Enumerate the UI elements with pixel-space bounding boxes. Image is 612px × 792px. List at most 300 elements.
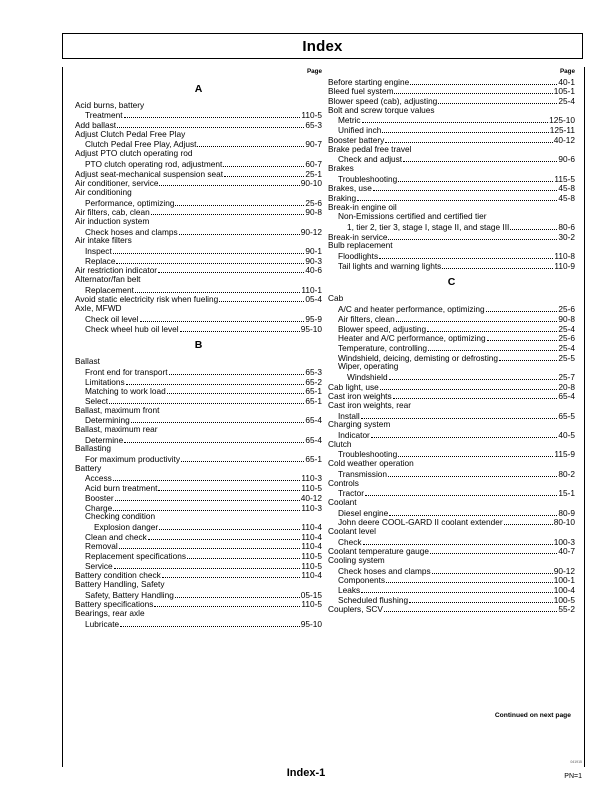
index-entry-page: 80-10 [553,517,575,528]
index-entry[interactable] [75,590,322,600]
index-entry-text: Bulb replacement [328,240,393,251]
index-entry-page: 65-1 [305,395,322,406]
index-entry[interactable] [328,488,575,498]
index-entry-text: Acid burn treatment [85,483,158,494]
index-entry-text: Bolt and screw torque values [328,104,435,115]
index-entry[interactable] [328,343,575,353]
index-entry[interactable] [75,314,322,324]
index-entry-page: 65-3 [305,120,322,131]
index-entry-text: Safety, Battery Handling [85,589,174,600]
index-entry-text: Ballast, maximum rear [75,424,158,434]
index-entry-page: 110-5 [301,110,322,121]
dot-leader [117,120,304,128]
page-column-label: Page [306,68,322,75]
footer-pn: PN=1 [564,773,582,780]
index-entry-page: 110-4 [301,570,322,581]
section-letter: A [194,82,203,95]
index-entry-text: Coolant temperature gauge [328,546,430,557]
index-entry[interactable] [328,261,575,271]
dot-leader [504,517,553,525]
index-entry-text: Cast iron weights [328,391,392,402]
dot-leader [386,575,553,583]
index-entry-page: 15-1 [558,488,575,499]
index-entry[interactable] [328,566,575,576]
index-entry-text: Air conditioner, service [75,178,159,189]
index-entry-text: Heater and A/C performance, optimizing [338,333,486,344]
footer-page-number: Index-1 [286,767,326,779]
section-letter: C [447,276,456,289]
index-entry-page: 105-1 [553,86,575,97]
index-entry[interactable] [75,493,322,503]
page-title: Index [302,37,343,55]
index-entry-page: 90-10 [300,178,322,189]
index-entry-text: Troubleshooting [338,173,398,184]
index-column-left [75,67,322,628]
index-entry[interactable] [75,483,322,493]
index-entry-page: 90-8 [305,207,322,218]
index-entry-text: Wiper, operating [338,361,399,372]
index-entry-page: 125-11 [549,125,575,136]
dot-leader [357,193,557,201]
index-entry [328,527,575,537]
index-entry[interactable] [75,198,322,208]
index-entry-text: Bleed fuel system [328,86,394,97]
index-entry-text: Axle, MFWD [75,303,122,314]
index-entry-text: Charge [85,502,113,513]
index-entry-text: Coolant [328,496,357,507]
dot-leader [113,503,300,511]
index-entry-text: Cooling system [328,555,385,565]
index-entry-page: 25-7 [558,371,575,382]
index-entry-page: 110-4 [301,541,322,552]
index-entry-text: Battery [75,462,102,473]
index-entry[interactable] [75,541,322,551]
index-entry-text: Add ballast [75,120,117,131]
dot-leader [409,595,553,603]
index-entry-text: Cold weather operation [328,458,414,469]
index-entry-text: Leaks [338,585,361,596]
index-entry[interactable] [328,314,575,324]
index-entry-text: PTO clutch operating rod, adjustment [85,158,223,169]
index-entry[interactable] [75,386,322,396]
index-entry-page: 65-1 [305,454,322,465]
dot-leader [167,386,305,394]
index-entry-page: 65-5 [558,410,575,421]
dot-leader [113,473,301,481]
dot-leader [388,232,557,240]
dot-leader [362,115,549,123]
dot-leader [159,522,300,530]
index-entry[interactable] [75,561,322,571]
index-entry-text: Tail lights and warning lights [338,260,442,271]
dot-leader [388,469,557,477]
index-entry-page: 90-1 [305,246,322,256]
index-entry-page: 60-7 [305,158,322,169]
dot-leader [162,570,301,578]
index-entry-text: Coolant level [328,525,376,536]
index-entry [75,464,322,474]
index-entry-text: Checking condition [85,511,156,522]
index-entry-text: Adjust Clutch Pedal Free Play [75,128,186,139]
index-entry-text: Ballast [75,356,100,367]
index-entry-page: 90-3 [305,255,322,266]
index-entry-text: Blower speed (cab), adjusting [328,96,438,107]
index-entry [75,236,322,246]
dot-leader [219,294,304,302]
dot-leader [140,314,305,322]
index-entry-page: 25-6 [558,333,575,344]
index-entry-page: 20-8 [558,381,575,392]
index-entry-text: Metric [338,115,361,126]
index-entry-text: Check oil level [85,313,139,324]
dot-leader [109,396,304,404]
index-entry-text: Lubricate [85,618,120,629]
index-entry-page: 55-2 [558,604,575,615]
index-entry-text: 1, tier 2, tier 3, stage I, stage II, and stage III [347,222,510,232]
index-entry[interactable] [328,372,575,382]
index-entry[interactable] [328,604,575,614]
index-entry-text: Check and adjust [338,154,403,165]
index-entry-text: Charging system [328,419,391,430]
index-entry-text: A/C and heater performance, optimizing [338,304,485,315]
index-entry-page: 65-2 [305,376,322,387]
dot-leader [223,159,304,167]
dot-leader [361,411,558,419]
index-entry-text: Clean and check [85,531,147,542]
index-entry [75,217,322,227]
index-entry-text: Floodlights [338,251,379,262]
index-entry[interactable] [75,159,322,169]
dot-leader [398,449,553,457]
index-entry-text: Adjust PTO clutch operating rod [75,148,193,159]
index-entry[interactable] [75,454,322,464]
dot-leader [403,154,557,162]
index-entry-text: Battery specifications [75,599,154,610]
index-entry [328,362,575,372]
index-entry [75,444,322,454]
dot-leader [181,454,304,462]
index-entry[interactable] [75,169,322,179]
index-entry-text: Battery condition check [75,570,161,581]
index-entry-text: Clutch [328,438,352,449]
dot-leader [373,183,558,191]
index-entry-text: Limitations [85,376,125,387]
index-entry-text: Cast iron weights, rear [328,400,412,410]
index-entry-text: Service [85,560,113,571]
index-entry-page: 110-4 [301,531,322,542]
dot-leader [114,561,301,569]
index-entry[interactable] [328,469,575,479]
index-entry[interactable] [328,508,575,518]
index-entry-page: 90-7 [305,139,322,150]
index-entry[interactable] [328,183,575,193]
index-entry-page: 90-6 [558,154,575,165]
index-entry-page: 05-15 [300,589,322,600]
index-entry-text: Inspect [85,246,112,256]
index-entry-page: 40-12 [300,492,322,503]
index-header [62,33,583,59]
index-entry[interactable] [328,77,575,87]
index-entry [75,357,322,367]
dot-leader [393,391,558,399]
index-entry-text: Replacement [85,284,134,295]
dot-leader [116,256,304,264]
dot-leader [158,483,300,491]
index-entry-text: Brakes, use [328,183,372,194]
index-entry-text: For maximum productivity [85,454,180,465]
index-entry-text: Air induction system [75,215,150,226]
index-entry-page: 110-9 [554,260,575,271]
index-entry-text: Tractor [338,488,364,499]
index-entry [328,401,575,411]
index-entry[interactable] [328,251,575,261]
index-entry-page: 45-8 [558,183,575,194]
index-entry [328,498,575,508]
index-entry [75,101,322,111]
index-entry-page: 30-2 [558,231,575,242]
index-entry-text: Acid burns, battery [75,99,145,110]
index-entry-text: Ballast, maximum front [75,404,160,415]
index-entry-text: Ballasting [75,443,111,454]
index-entry-page: 100-1 [553,575,575,586]
index-entry[interactable] [328,324,575,334]
index-entry-text: Troubleshooting [338,449,398,460]
index-entry [328,212,575,222]
index-entry-text: Air restriction indicator [75,265,158,276]
index-entry-text: Access [85,473,112,484]
index-entry-text: Cab [328,293,344,304]
index-entry [328,145,575,155]
index-entry-text: Determine [85,434,124,445]
index-entry [328,164,575,174]
index-entry-page: 25-6 [305,197,322,208]
index-entry-text: Front end for transport [85,366,168,377]
dot-leader [154,599,300,607]
index-entry [75,304,322,314]
index-entry-text: Explosion danger [94,521,159,532]
index-entry-page: 25-6 [558,304,575,315]
index-entry-page: 05-4 [305,294,322,305]
dot-leader [148,532,301,540]
index-entry-text: Couplers, SCV [328,604,383,615]
index-entry-page: 25-5 [558,352,575,363]
dot-leader [113,246,305,254]
index-entry-text: John deere COOL-GARD II coolant extender [338,517,503,528]
index-entry-page: 110-4 [301,521,322,532]
dot-leader [187,551,300,559]
index-entry-page: 65-3 [305,366,322,377]
index-entry-page: 95-10 [300,323,322,334]
index-entry [328,479,575,489]
index-entry-page: 45-8 [558,192,575,203]
index-entry[interactable] [328,430,575,440]
index-entry-text: Brake pedal free travel [328,143,412,154]
index-entry [75,188,322,198]
index-entry[interactable] [328,585,575,595]
dot-leader [432,566,553,574]
dot-leader [363,537,553,545]
dot-leader [197,139,304,147]
index-entry[interactable] [75,246,322,256]
index-entry-text: Booster battery [328,134,385,145]
index-entry-text: Air conditioning [75,186,132,197]
index-entry-page: 65-4 [305,415,322,426]
index-entry[interactable] [75,324,322,334]
index-frame [62,67,585,767]
index-entry-text: Windshield [347,371,388,382]
dot-leader [179,227,300,235]
index-entry [328,440,575,450]
index-entry-text: Air filters, clean [338,313,395,324]
index-entry-page: 90-8 [558,313,575,324]
dot-leader [224,169,304,177]
index-entry-page: 115-5 [554,173,575,184]
index-entry [328,106,575,116]
dot-leader [396,314,558,322]
index-entry [75,149,322,159]
dot-leader [124,110,301,118]
dot-leader [180,324,300,332]
index-entry-text: Clutch Pedal Free Play, Adjust [85,139,197,150]
index-entry [75,130,322,140]
index-entry-page: 80-9 [558,507,575,518]
index-entry[interactable] [75,619,322,629]
index-entry-text: Braking [328,192,357,203]
index-entry-page: 25-1 [305,168,322,179]
index-entry-text: Treatment [85,110,123,121]
index-entry-text: Controls [328,477,359,488]
index-entry-page: 40-12 [553,134,575,145]
index-entry-text: Replacement specifications [85,550,186,561]
index-entry-page: 40-6 [305,265,322,276]
footer-code: 041915 [570,760,582,764]
index-entry[interactable] [328,595,575,605]
index-entry-page: 95-9 [305,313,322,324]
index-entry-page: 40-5 [558,430,575,441]
index-entry [328,556,575,566]
index-entry [75,275,322,285]
index-entry-page: 25-4 [558,96,575,107]
index-entry-text: Break-in service [328,231,388,242]
index-entry[interactable] [75,377,322,387]
dot-leader [510,222,557,230]
index-entry-text: Brakes [328,162,354,173]
index-entry[interactable] [75,110,322,120]
dot-leader [410,77,557,85]
index-entry[interactable] [75,551,322,561]
index-entry-text: Check [338,536,362,547]
index-entry-page: 110-1 [301,284,322,295]
index-entry[interactable] [75,473,322,483]
index-entry-text: Check hoses and clamps [338,565,431,576]
index-entry-page: 65-1 [305,386,322,397]
index-entry-page: 40-7 [558,546,575,557]
section-letter: B [194,339,203,352]
index-entry[interactable] [328,575,575,585]
index-entry[interactable] [328,115,575,125]
dot-leader [438,96,557,104]
dot-leader [120,619,300,627]
dot-leader [486,304,558,312]
dot-leader [389,372,558,380]
dot-leader [175,590,300,598]
index-entry-text: Diesel engine [338,507,389,518]
dot-leader [428,343,557,351]
index-entry-page: 100-3 [553,536,575,547]
index-entry-text: Scheduled flushing [338,594,409,605]
index-entry [328,294,575,304]
index-entry [328,241,575,251]
index-entry[interactable] [75,522,322,532]
dot-leader [126,377,305,385]
index-entry[interactable] [328,537,575,547]
dot-leader [389,508,557,516]
index-entry [328,420,575,430]
index-entry[interactable] [328,222,575,232]
index-entry[interactable] [75,256,322,266]
dot-leader [115,493,300,501]
dot-leader [487,333,558,341]
index-entry[interactable] [328,382,575,392]
dot-leader [124,435,304,443]
index-entry-text: Air intake filters [75,235,132,246]
index-entry-text: Install [338,410,360,421]
index-entry[interactable] [328,174,575,184]
index-entry[interactable] [328,304,575,314]
index-entry-page: 110-3 [301,502,322,513]
index-entry-page: 65-4 [558,391,575,402]
index-entry [75,512,322,522]
index-entry-text: Components [338,575,386,586]
index-entry-text: Cab light, use [328,381,379,392]
dot-leader [159,178,299,186]
index-entry[interactable] [75,367,322,377]
index-entry-text: Air filters, cab, clean [75,207,150,218]
index-entry[interactable] [328,333,575,343]
index-entry[interactable] [75,285,322,295]
dot-leader [385,135,553,143]
page-column-label: Page [559,68,575,75]
dot-leader [398,174,553,182]
index-entry-text: Before starting engine [328,76,410,87]
index-entry [328,459,575,469]
index-entry[interactable] [328,125,575,135]
dot-leader [379,251,553,259]
index-entry[interactable] [328,86,575,96]
index-entry-page: 80-2 [558,468,575,479]
index-entry-text: Select [85,395,109,406]
index-entry-text: Replace [85,255,116,266]
index-entry-page: 100-4 [553,585,575,596]
index-entry[interactable] [75,532,322,542]
index-entry-page: 95-10 [300,618,322,629]
index-entry-text: Non-Emissions certified and certified tier [338,211,487,222]
index-entry-text: Bearings, rear axle [75,608,145,619]
index-entry-text: Matching to work load [85,386,166,397]
index-entry-page: 100-5 [553,594,575,605]
index-entry-page: 110-5 [301,483,322,494]
index-entry-page: 110-5 [301,550,322,561]
index-entry[interactable] [75,435,322,445]
dot-leader [442,261,553,269]
index-entry-page: 110-3 [301,473,322,484]
index-entry-text: Check wheel hub oil level [85,323,179,334]
index-entry-text: Check hoses and clamps [85,226,178,237]
index-entry[interactable] [328,154,575,164]
index-entry-page: 90-12 [553,565,575,576]
index-entry-text: Booster [85,492,114,503]
dot-leader [365,488,557,496]
